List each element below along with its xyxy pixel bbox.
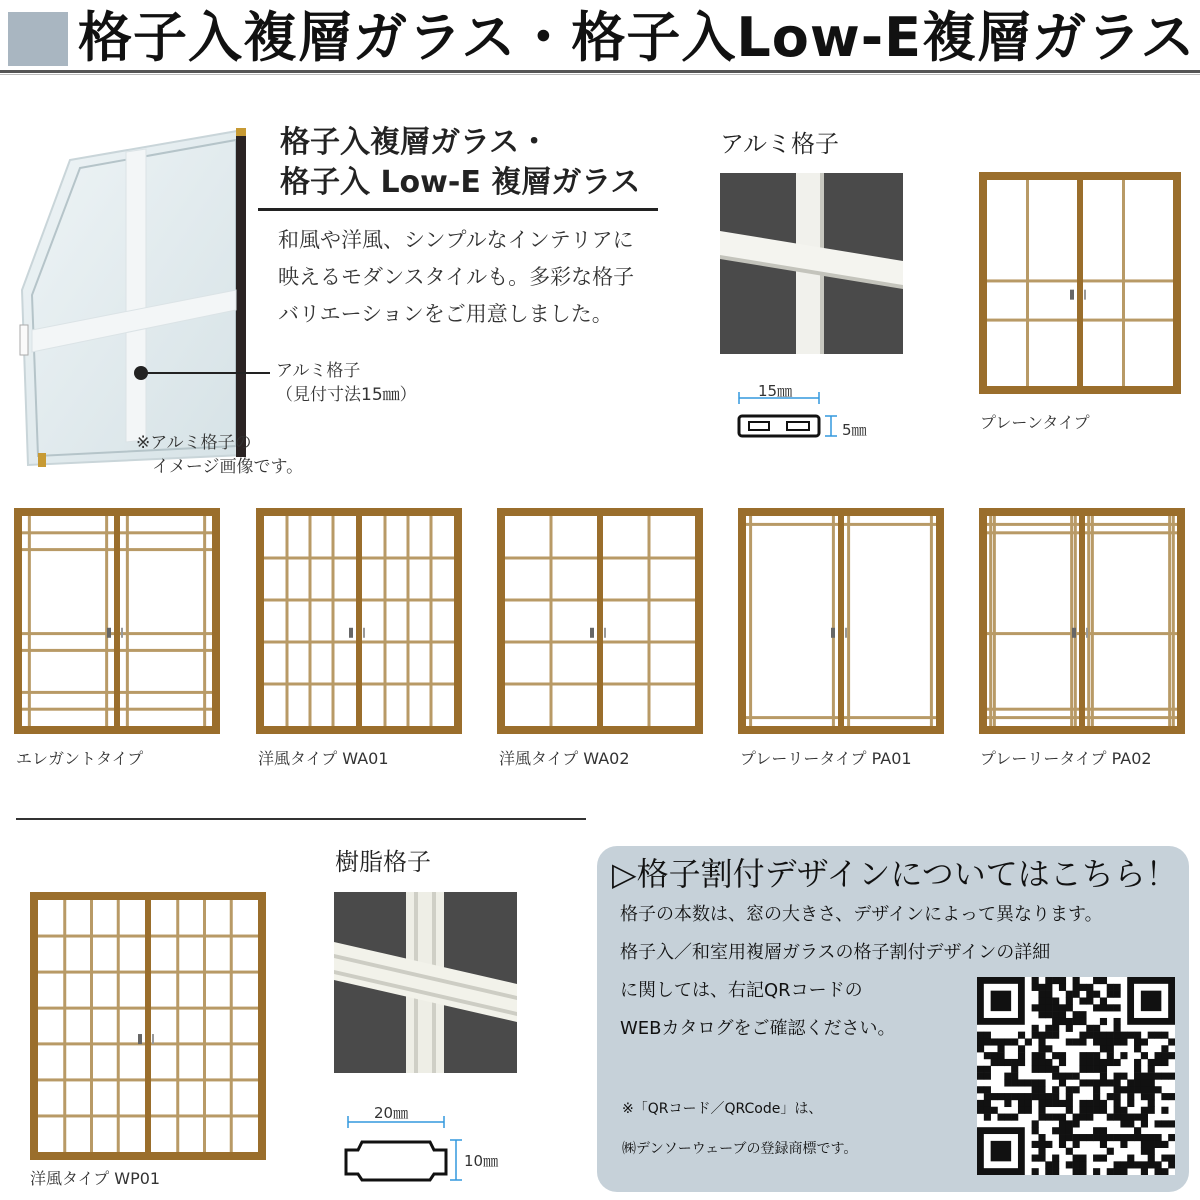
callout-line: [140, 372, 270, 374]
image-note-2: イメージ画像です。: [152, 457, 304, 477]
aluminum-muntin-photo: [720, 173, 903, 358]
label-pa02: プレーリータイプ PA02: [980, 749, 1152, 768]
aluminum-heading: アルミ格子: [720, 130, 840, 158]
resin-width-label: 20㎜: [374, 1104, 409, 1122]
window-wa02: [497, 508, 703, 734]
label-wp01: 洋風タイプ WP01: [30, 1169, 161, 1188]
callout-dimension: （見付寸法15㎜）: [276, 385, 417, 405]
qr-line-2: 格子入／和室用複層ガラスの格子割付デザインの詳細: [620, 942, 1051, 963]
label-elegant: エレガントタイプ: [16, 749, 144, 768]
page-title: 格子入複層ガラス・格子入Low-E複層ガラス: [78, 6, 1196, 69]
resin-height-label: 10㎜: [464, 1152, 499, 1170]
window-pa02: [979, 508, 1185, 734]
qr-line-4: WEBカタログをご確認ください。: [620, 1018, 896, 1039]
callout-label: アルミ格子: [276, 361, 361, 381]
aluminum-width-label: 15㎜: [758, 382, 793, 400]
resin-heading: 樹脂格子: [335, 848, 431, 876]
qr-line-1: 格子の本数は、窓の大きさ、デザインによって異なります。: [620, 904, 1103, 925]
qr-code-icon[interactable]: [977, 977, 1175, 1175]
qr-line-3: に関しては、右記QRコードの: [620, 980, 863, 1001]
glass-illustration: [8, 120, 258, 484]
aluminum-height-label: 5㎜: [842, 421, 867, 439]
label-plain: プレーンタイプ: [980, 413, 1090, 432]
intro-rule: [258, 208, 658, 211]
header-divider: [0, 70, 1200, 73]
qr-note-1: ※「QRコード／QRCode」は、: [622, 1101, 823, 1117]
intro-desc-1: 和風や洋風、シンプルなインテリアに: [278, 228, 634, 252]
label-wa01: 洋風タイプ WA01: [258, 749, 389, 768]
label-pa01: プレーリータイプ PA01: [740, 749, 912, 768]
intro-desc-3: バリエーションをご用意しました。: [278, 302, 613, 326]
window-wa01: [256, 508, 462, 734]
window-elegant: [14, 508, 220, 734]
intro-desc-2: 映えるモダンスタイルも。多彩な格子: [278, 265, 635, 289]
intro-heading-1: 格子入複層ガラス・: [280, 125, 550, 160]
window-pa01: [738, 508, 944, 734]
header-divider-thin: [0, 74, 1200, 75]
window-plain: [979, 172, 1181, 394]
window-wp01: [30, 892, 266, 1160]
label-wa02: 洋風タイプ WA02: [499, 749, 630, 768]
header-square-icon: [8, 12, 68, 66]
section-divider: [16, 818, 586, 820]
callout-dot-icon: [134, 366, 148, 380]
image-note-1: ※アルミ格子の: [136, 433, 252, 453]
qr-note-2: ㈱デンソーウェーブの登録商標です。: [622, 1141, 858, 1157]
resin-muntin-photo: [334, 892, 517, 1077]
intro-heading-2: 格子入 Low-E 複層ガラス: [280, 165, 641, 200]
qr-panel-title: ▷格子割付デザインについてはこちら！: [612, 855, 1178, 893]
